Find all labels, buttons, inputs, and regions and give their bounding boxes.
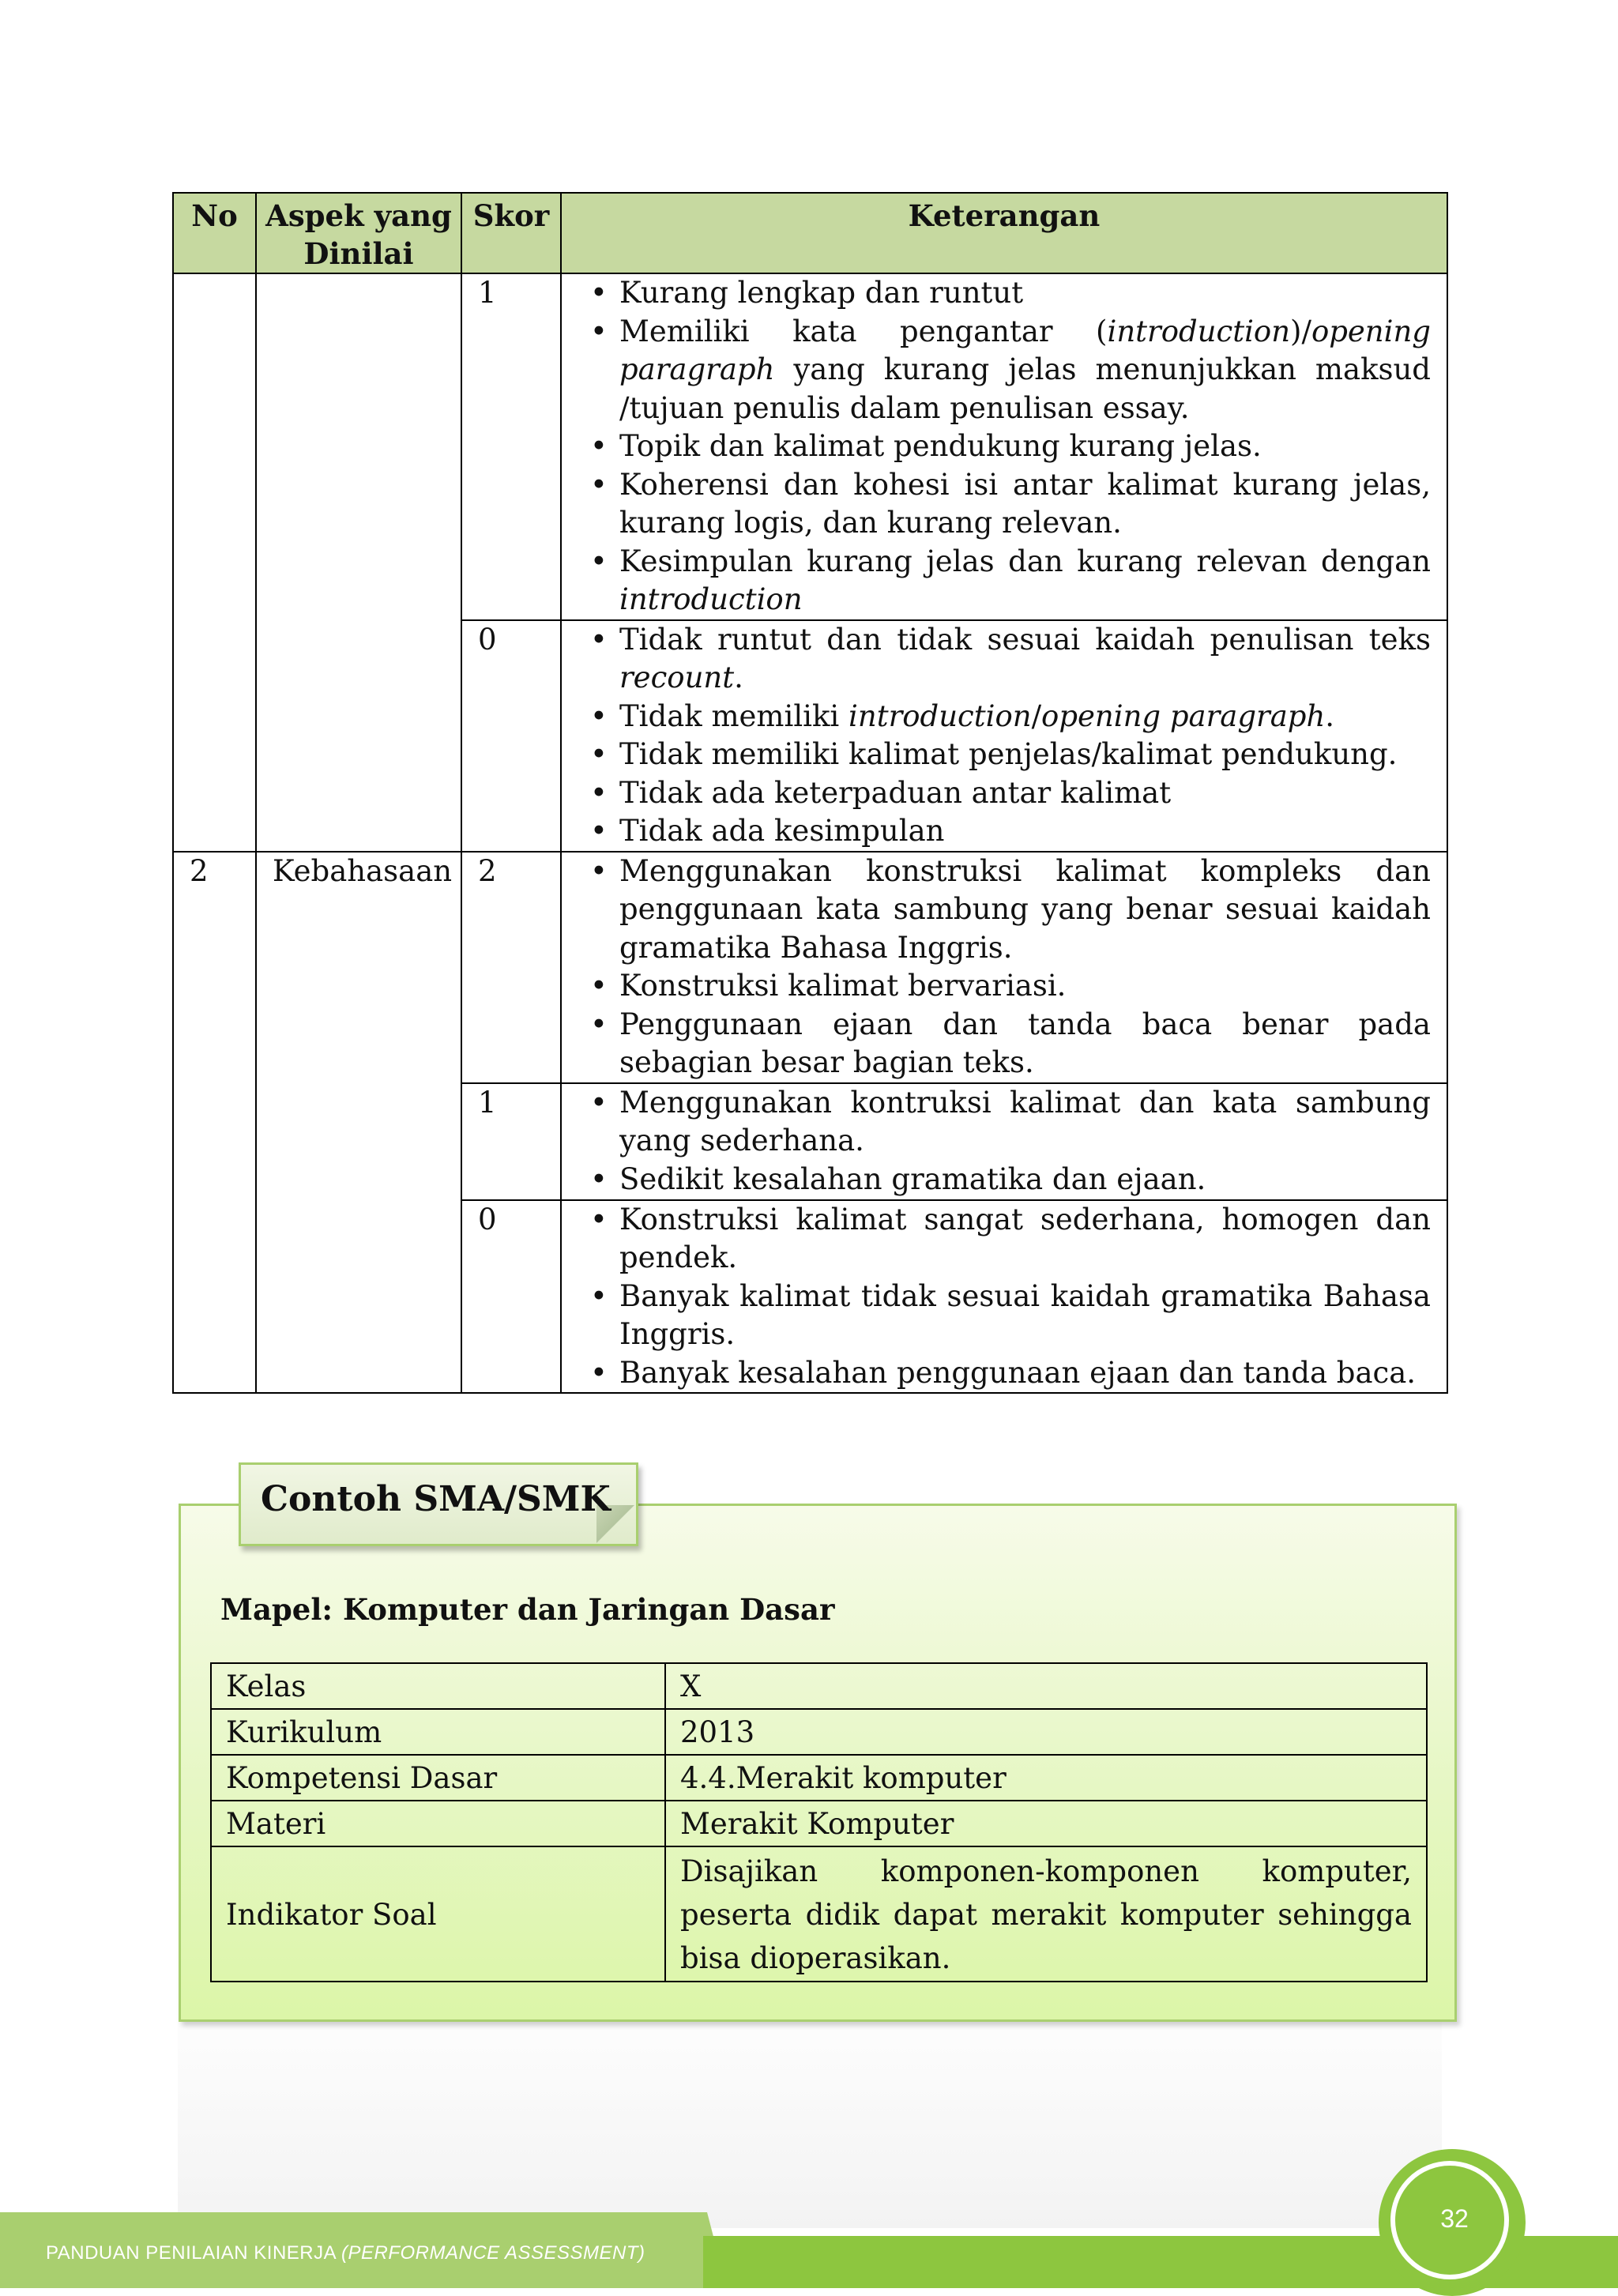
list-item: • Topik dan kalimat pendukung kurang jelas.: [578, 427, 1431, 466]
rubric-header-row: [173, 193, 1447, 273]
list-item: • Sedikit kesalahan gramatika dan ejaan.: [578, 1161, 1431, 1199]
list-item: • Banyak kesalahan penggunaan ejaan dan tanda baca.: [578, 1354, 1431, 1393]
row-skor: 2: [461, 852, 561, 1083]
table-row: [211, 1709, 1427, 1755]
criteria-list: [578, 853, 1431, 1082]
row-no-1: [173, 273, 256, 852]
row-no-2: 2: [173, 852, 256, 1394]
info-table: [210, 1662, 1428, 1982]
list-item: • Tidak memiliki kalimat penjelas/kalimat pendukung.: [578, 736, 1431, 774]
list-item: • Banyak kalimat tidak sesuai kaidah gramatika Bahasa Inggris.: [578, 1278, 1431, 1354]
list-item: • Koherensi dan kohesi isi antar kalimat kurang jelas, kurang logis, dan kurang relevan.: [578, 466, 1431, 543]
list-item: • Menggunakan kontruksi kalimat dan kata sambung yang sederhana.: [578, 1084, 1431, 1161]
list-item: • Tidak runtut dan tidak sesuai kaidah penulisan teks recount.: [578, 621, 1431, 698]
criteria-list: [578, 621, 1431, 851]
list-item: • Penggunaan ejaan dan tanda baca benar pada sebagian besar bagian teks.: [578, 1006, 1431, 1082]
info-value: Merakit Komputer: [665, 1801, 1427, 1846]
row-skor: 1: [461, 273, 561, 620]
indikator-text: Disajikan komponen-komponen komputer, peserta didik dapat merakit komputer sehingga bisa dioperasikan.: [680, 1854, 1412, 1975]
criteria-list: [578, 274, 1431, 619]
list-item: • Tidak ada kesimpulan: [578, 812, 1431, 851]
table-row: [211, 1801, 1427, 1846]
criteria-list: [578, 1084, 1431, 1199]
table-row: [211, 1663, 1427, 1709]
list-item: • Kesimpulan kurang jelas dan kurang relevan dengan introduction: [578, 543, 1431, 619]
list-item: • Konstruksi kalimat bervariasi.: [578, 967, 1431, 1006]
list-item: • Kurang lengkap dan runtut: [578, 274, 1431, 313]
info-label: Materi: [211, 1801, 665, 1846]
info-label: Kompetensi Dasar: [211, 1755, 665, 1801]
criteria-list: [578, 1201, 1431, 1393]
page-number: 32: [1440, 2204, 1469, 2233]
info-value: X: [665, 1663, 1427, 1709]
header-keterangan: Keterangan: [561, 193, 1447, 273]
list-item: • Menggunakan konstruksi kalimat kompleks dan penggunaan kata sambung yang benar sesuai kaidah gramatika Bahasa Inggris.: [578, 853, 1431, 968]
row-skor: 1: [461, 1083, 561, 1200]
list-item: • Konstruksi kalimat sangat sederhana, homogen dan pendek.: [578, 1201, 1431, 1278]
row-keterangan: [561, 1083, 1447, 1200]
table-row: [211, 1755, 1427, 1801]
info-label: Kurikulum: [211, 1709, 665, 1755]
row-keterangan: [561, 273, 1447, 620]
table-row: [211, 1846, 1427, 1982]
mapel-heading: Mapel: Komputer dan Jaringan Dasar: [220, 1592, 835, 1627]
header-skor: Skor: [461, 193, 561, 273]
row-keterangan: [561, 852, 1447, 1083]
row-aspek-2: Kebahasaan: [256, 852, 461, 1394]
table-row: [173, 852, 1447, 1083]
table-row: [173, 273, 1447, 620]
info-value: 2013: [665, 1709, 1427, 1755]
header-aspek: Aspek yang Dinilai: [256, 193, 461, 273]
list-item: • Tidak ada keterpaduan antar kalimat: [578, 774, 1431, 813]
list-item: • Memiliki kata pengantar (introduction)/opening paragraph yang kurang jelas menunjukkan maksud /tujuan penulis dalam penulisan essay.: [578, 313, 1431, 428]
row-aspek-1: [256, 273, 461, 852]
row-keterangan: [561, 1200, 1447, 1394]
footer-title-sub: (PERFORMANCE ASSESSMENT): [341, 2242, 645, 2264]
list-item: • Tidak memiliki introduction/opening paragraph.: [578, 698, 1431, 736]
info-value: [665, 1846, 1427, 1982]
rubric-table: [172, 192, 1448, 1394]
row-skor: 0: [461, 620, 561, 852]
footer-title-main: PANDUAN PENILAIAN KINERJA: [46, 2242, 336, 2264]
info-value: 4.4.Merakit komputer: [665, 1755, 1427, 1801]
footer-title: [46, 2242, 645, 2264]
info-label: Kelas: [211, 1663, 665, 1709]
row-skor: 0: [461, 1200, 561, 1394]
header-no: No: [173, 193, 256, 273]
example-title: Contoh SMA/SMK: [261, 1479, 611, 1519]
info-label: Indikator Soal: [211, 1846, 665, 1982]
row-keterangan: [561, 620, 1447, 852]
